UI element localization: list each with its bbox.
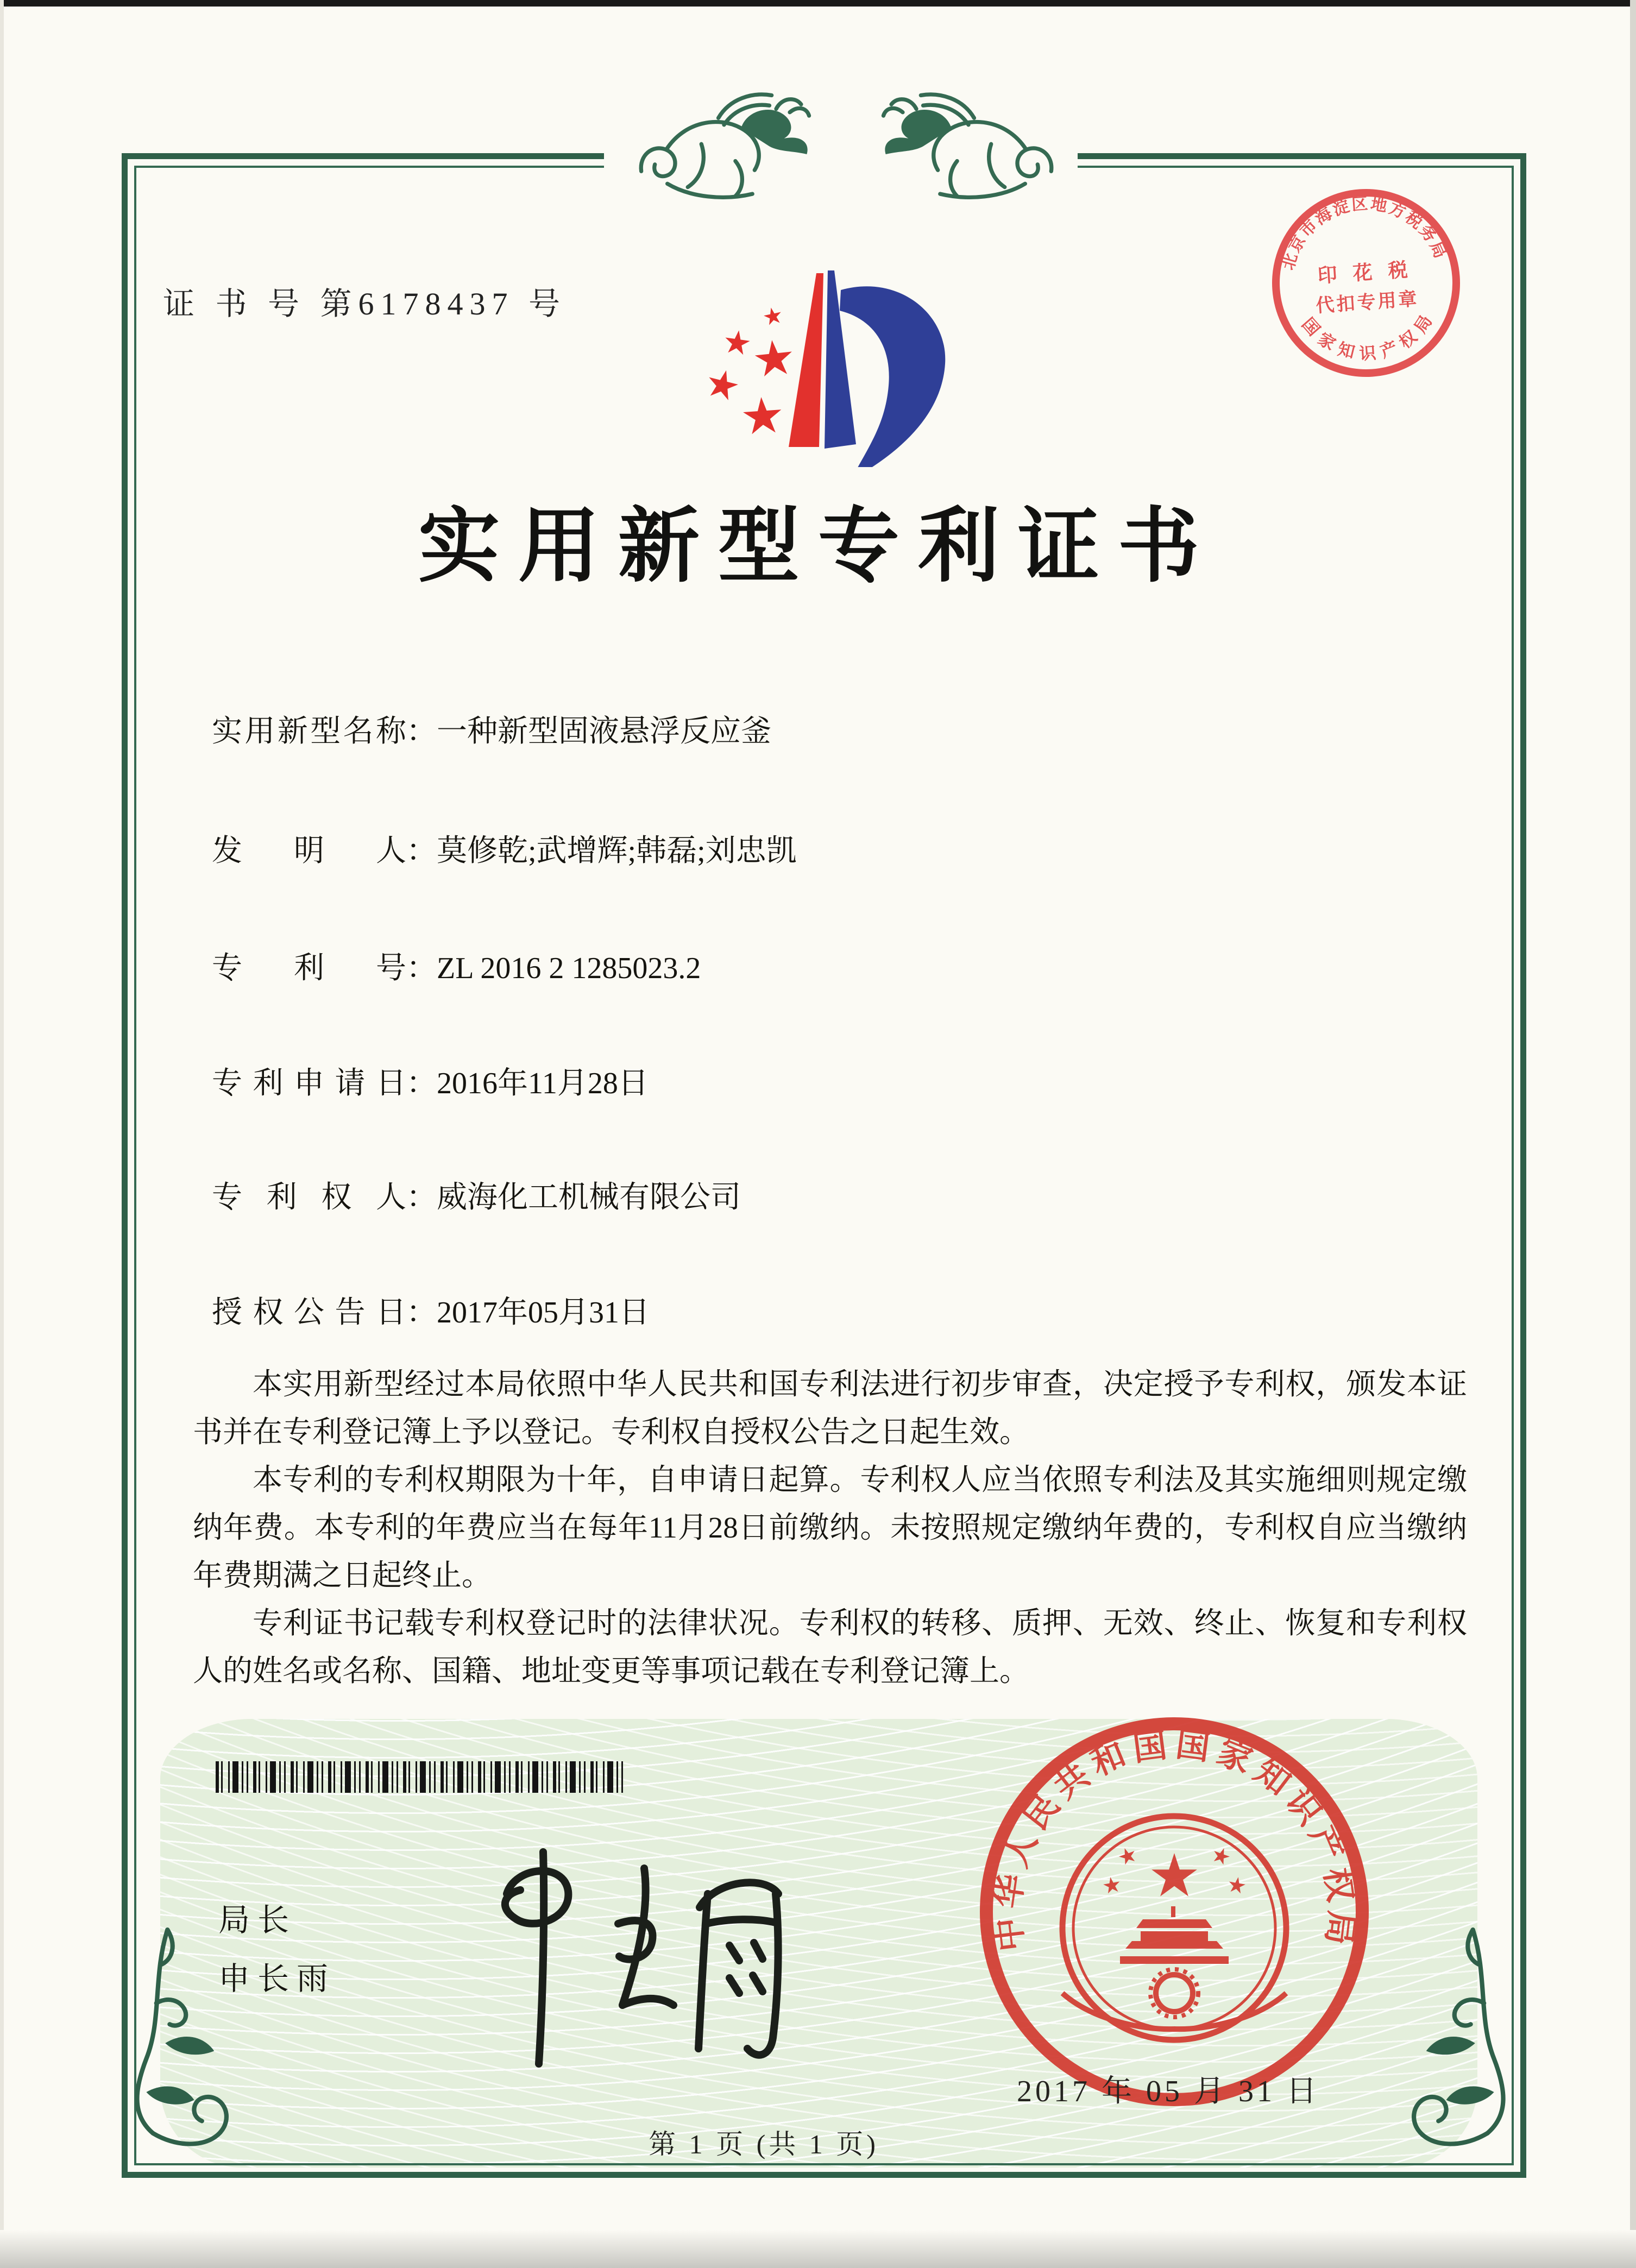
field-colon: ： xyxy=(406,1296,437,1330)
field-label: 授权公告日 xyxy=(212,1296,406,1330)
svg-text:中华人民共和国国家知识产权局 xyxy=(990,1727,1361,1954)
tax-stamp-center-line2: 代扣专用章 xyxy=(1315,289,1420,317)
field-colon: ： xyxy=(406,1181,437,1214)
field-label: 发明人 xyxy=(212,834,406,868)
dragon-ornament-right-icon xyxy=(846,76,1091,206)
field-filing-date xyxy=(212,1064,649,1102)
tax-stamp-center-line1: 印 花 税 xyxy=(1317,258,1414,287)
director-title-label: 局长 xyxy=(218,1902,297,1938)
scan-edge-right xyxy=(1630,0,1636,2268)
cnipa-official-seal-icon xyxy=(978,1715,1371,2108)
scan-edge-left xyxy=(0,0,4,2268)
scan-edge-top xyxy=(0,0,1636,7)
grant-date-stamp: 2017 年 05 月 31 日 xyxy=(1017,2075,1320,2108)
tax-stamp-icon xyxy=(1259,176,1474,390)
field-value: 一种新型固液悬浮反应釜 xyxy=(437,715,771,748)
barcode xyxy=(216,1761,625,1793)
field-colon: ： xyxy=(406,834,437,868)
field-label: 专利号 xyxy=(212,952,406,985)
dragon-ornament-left-icon xyxy=(602,76,846,206)
field-value: 莫修乾;武增辉;韩磊;刘忠凯 xyxy=(437,834,797,868)
logo-stars xyxy=(706,306,794,434)
legal-paragraph-1: 本实用新型经过本局依照中华人民共和国专利法进行初步审查，决定授予专利权，颁发本证书并在专利登记簿上予以登记。专利权自授权公告之日起生效。 xyxy=(193,1368,1467,1448)
field-patentee xyxy=(212,1179,741,1217)
page-number-footer: 第 1 页 (共 1 页) xyxy=(649,2129,879,2159)
field-value: 威海化工机械有限公司 xyxy=(437,1181,741,1214)
director-signature-icon xyxy=(482,1842,786,2076)
field-patent-number xyxy=(212,949,701,987)
field-utility-model-name xyxy=(212,713,771,751)
national-emblem-icon xyxy=(1062,1816,1286,2040)
field-value: 2016年11月28日 xyxy=(437,1067,649,1100)
document-title: 实用新型专利证书 xyxy=(418,502,1218,592)
field-label: 实用新型名称 xyxy=(212,715,406,748)
certificate-number: 证 书 号 第6178437 号 xyxy=(163,286,567,322)
cnipa-patent-logo-icon xyxy=(706,250,956,467)
legal-body-text xyxy=(193,1360,1467,1695)
director-name: 申长雨 xyxy=(218,1961,336,1996)
legal-paragraph-3: 专利证书记载专利权登记时的法律状况。专利权的转移、质押、无效、终止、恢复和专利权人的姓名或名称、国籍、地址变更等事项记载在专利登记簿上。 xyxy=(193,1606,1467,1687)
field-label: 专利权人 xyxy=(212,1181,406,1214)
field-colon: ： xyxy=(406,952,437,985)
scan-edge-bottom xyxy=(0,2230,1636,2268)
logo-red-wedge xyxy=(789,273,823,447)
field-colon: ： xyxy=(406,715,437,748)
svg-text:北京市海淀区地方税务局 xyxy=(1274,190,1450,273)
field-value: ZL 2016 2 1285023.2 xyxy=(437,952,701,985)
tax-stamp-bottom-arc-text: 国家知识产权局 xyxy=(1298,306,1439,364)
field-inventors xyxy=(212,832,797,870)
field-grant-publication-date xyxy=(212,1294,650,1332)
logo-blue-bowl xyxy=(840,286,945,467)
tax-stamp-top-arc-text: 北京市海淀区地方税务局 xyxy=(1279,194,1450,272)
field-colon: ： xyxy=(406,1067,437,1100)
corner-flourish-bottom-left-icon xyxy=(114,1923,348,2162)
seal-ring-text: 中华人民共和国国家知识产权局 xyxy=(989,1726,1360,1954)
field-label: 专利申请日 xyxy=(212,1067,406,1100)
legal-paragraph-2: 本专利的专利权期限为十年，自申请日起算。专利权人应当依照专利法及其实施细则规定缴纳年费。本专利的年费应当在每年11月28日前缴纳。未按照规定缴纳年费的，专利权自应当缴纳年费期满之日起终止。 xyxy=(193,1463,1467,1592)
field-value: 2017年05月31日 xyxy=(437,1296,650,1330)
